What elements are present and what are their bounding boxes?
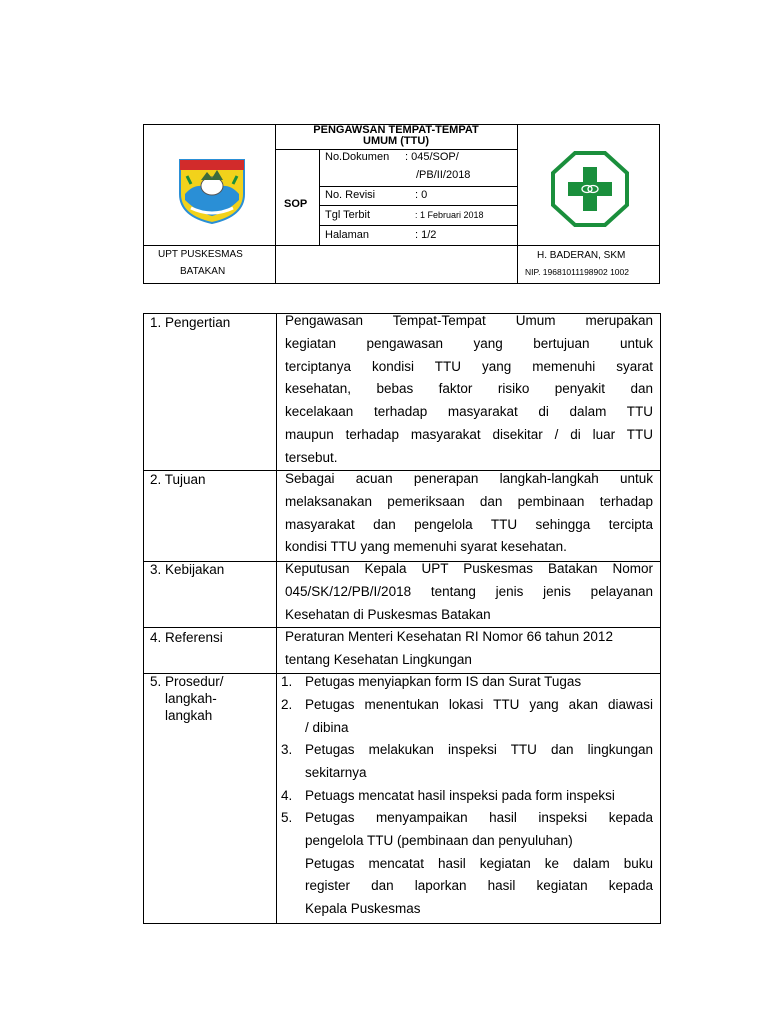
section-text-tujuan: [285, 468, 653, 559]
text-line: Petugas menyiapkan form IS dan Surat Tugas: [305, 674, 582, 689]
doc-number-label: No.Dokumen: [325, 151, 390, 163]
text-line: terciptanya kondisi TTU yang memenuhi syarat: [285, 358, 653, 374]
text-line: Keputusan Kepala UPT Puskesmas Batakan Nomor: [285, 561, 653, 576]
step-number: 2.: [281, 697, 293, 712]
section-label-kebijakan: 3. Kebijakan: [150, 562, 225, 577]
org-name-line1: UPT PUSKESMAS: [158, 249, 243, 260]
text-line: Sebagai acuan penerapan langkah-langkah untuk: [285, 471, 653, 486]
step-text: [305, 739, 653, 785]
text-line: sekitarnya: [305, 764, 367, 780]
header-divider: [275, 149, 517, 150]
page-value: : 1/2: [415, 229, 437, 241]
text-line: kegiatan pengawasan yang bertujuan untuk: [285, 335, 653, 351]
text-line: Kepala Puskesmas: [305, 901, 421, 917]
step-number: 5.: [281, 810, 293, 825]
label-line: langkah: [165, 708, 213, 723]
org-name-line2: BATAKAN: [180, 266, 226, 277]
text-line: maupun terhadap masyarakat disekitar / di luar TTU: [285, 426, 653, 442]
section-label-tujuan: 2. Tujuan: [150, 472, 206, 487]
issue-date-value: : 1 Februari 2018: [415, 210, 484, 220]
doc-number-value-cont: /PB/II/2018: [416, 169, 471, 181]
text-line: Pengawasan Tempat-Tempat Umum merupakan: [285, 313, 653, 328]
doc-number-value: : 045/SOP/: [405, 151, 459, 163]
puskesmas-logo: [551, 151, 629, 227]
step-text: [305, 694, 653, 740]
header-divider: [143, 245, 660, 246]
text-line: kondisi TTU yang memenuhi syarat kesehatan.: [285, 539, 567, 555]
label-line: langkah-: [165, 691, 217, 706]
label-line: 5. Prosedur/: [150, 674, 224, 689]
text-line: Petugas menyampaikan hasil inspeksi kepada: [305, 810, 653, 825]
revision-label: No. Revisi: [325, 189, 376, 201]
table-column-divider: [276, 313, 277, 924]
text-line: melaksanakan pemeriksaan dan pembinaan terhadap: [285, 493, 653, 509]
text-line: masyarakat dan pengelola TTU sehingga tercipta: [285, 516, 653, 532]
text-line: Petugas mencatat hasil kegiatan ke dalam buku: [305, 855, 653, 871]
text-line: register dan laporkan hasil kegiatan kepada: [305, 878, 653, 894]
text-line: tentang Kesehatan Lingkungan: [285, 651, 472, 667]
shield-emblem-icon: [177, 150, 247, 224]
text-line: Petuags mencatat hasil inspeksi pada form inspeksi: [305, 788, 615, 803]
puskesmas-cross-icon: [551, 151, 629, 227]
header-divider: [319, 225, 517, 226]
header-divider: [319, 205, 517, 206]
section-text-referensi: [285, 626, 653, 672]
section-text-kebijakan: [285, 558, 653, 626]
tanah-laut-logo: [177, 150, 247, 224]
sop-label: SOP: [284, 198, 308, 210]
text-line: Peraturan Menteri Kesehatan RI Nomor 66 tahun 2012: [285, 629, 613, 644]
issue-date-label: Tgl Terbit: [325, 209, 371, 221]
page-label: Halaman: [325, 229, 370, 241]
section-label-pengertian: 1. Pengertian: [150, 315, 231, 330]
signer-name: H. BADERAN, SKM: [537, 250, 626, 261]
step-text: [305, 671, 653, 694]
text-line: tersebut.: [285, 449, 338, 465]
header-divider: [319, 186, 517, 187]
header-divider: [517, 124, 518, 284]
text-line: pengelola TTU (pembinaan dan penyuluhan): [305, 832, 573, 848]
text-line: Petugas menentukan lokasi TTU yang akan diawasi: [305, 697, 653, 712]
text-line: / dibina: [305, 719, 349, 735]
section-text-pengertian: [285, 310, 653, 470]
text-line: Kesehatan di Puskesmas Batakan: [285, 606, 491, 622]
step-number: 1.: [281, 674, 293, 689]
header-divider: [319, 149, 320, 245]
text-line: kecelakaan terhadap masyarakat di dalam TTU: [285, 404, 653, 420]
document-title: PENGAWSAN TEMPAT-TEMPAT UMUM (TTU): [313, 124, 479, 147]
signer-nip: NIP. 19681011198902 1002: [525, 267, 629, 277]
text-line: 045/SK/12/PB/I/2018 tentang jenis jenis pelayanan: [285, 583, 653, 599]
section-label-prosedur: [150, 673, 224, 724]
step-number: 4.: [281, 788, 293, 803]
step-number: 3.: [281, 742, 293, 757]
text-line: Petugas melakukan inspeksi TTU dan lingkungan: [305, 742, 653, 757]
step-text: [305, 807, 653, 921]
step-text: [305, 785, 653, 808]
section-label-referensi: 4. Referensi: [150, 630, 223, 645]
text-line: kesehatan, bebas faktor risiko penyakit dan: [285, 381, 653, 397]
logo-text: TANAH LAUT: [181, 151, 237, 160]
header-divider: [275, 124, 276, 284]
revision-value: : 0: [415, 189, 428, 201]
